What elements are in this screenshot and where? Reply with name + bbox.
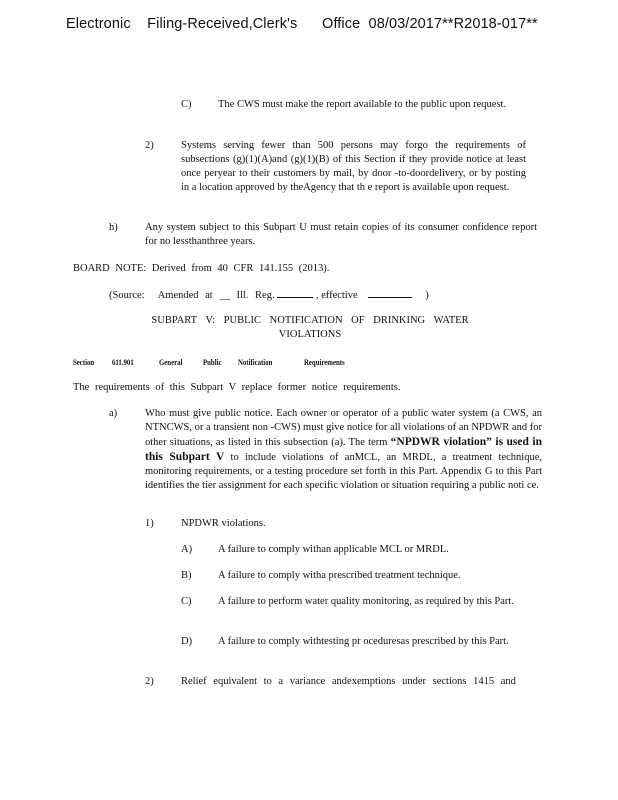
item-2-text: Relief equivalent to a variance andexemptions under sections 1415 and xyxy=(181,676,516,687)
section-word-public: Public xyxy=(203,358,222,367)
item-c-text: The CWS must make the report available to the public upon request. xyxy=(218,99,507,110)
item-a-text xyxy=(145,407,542,493)
item-a-text-2: to include violations of anMCL, an MRDL, a treatment technique, monitoring requirements, or a testing procedure set forth in this Part. Appendix G to this Part identifies the tier assignment for each specific violation or situation requiring a public noti ce. xyxy=(145,452,542,491)
section-word-notification: Notification xyxy=(238,358,273,367)
item-h-label: h) xyxy=(109,222,118,233)
sub-item-c-text: A failure to perform water quality monitoring, as required by this Part. xyxy=(218,596,514,607)
section-label: Section xyxy=(73,358,95,367)
sub-item-a-label: A) xyxy=(181,544,193,555)
item-a-bold-definition: “NPDWR violation” is used in this Subpart V xyxy=(145,436,542,463)
sub-item-b-label: B) xyxy=(181,570,192,581)
item-2-label: 2) xyxy=(145,676,154,687)
item-2-small-text: Systems serving fewer than 500 persons may forgo the requirements of subsections (g)(1)(A)and (g)(1)(B) of this Section if they provide notice at least once peryear to their customers by mail, by door -to-doordelivery, or by posting in a location approved by theAgency that th e report is available upon request. xyxy=(181,140,526,193)
board-note: BOARD NOTE: Derived from 40 CFR 141.155 (2013). xyxy=(73,263,330,274)
item-a-label: a) xyxy=(109,408,118,419)
sub-item-d-text: A failure to comply withtesting pr oceduresas prescribed by this Part. xyxy=(218,636,509,647)
item-h-text: Any system subject to this Subpart U must retain copies of its consumer confidence report for no lessthanthree years. xyxy=(145,222,537,247)
item-1-text: NPDWR violations. xyxy=(181,518,266,529)
item-1-label: 1) xyxy=(145,518,154,529)
source-prefix: (Source: xyxy=(109,290,145,301)
source-effective: , effective xyxy=(315,290,358,301)
sub-item-d-label: D) xyxy=(181,636,193,647)
source-close: ) xyxy=(425,290,429,301)
sub-item-b-text: A failure to comply witha prescribed treatment technique. xyxy=(218,570,461,581)
sub-item-a-text: A failure to comply withan applicable MCL or MRDL. xyxy=(218,544,449,555)
section-number: 611.901 xyxy=(112,358,134,367)
volume-blank xyxy=(277,287,313,298)
subpart-title-line2: VIOLATIONS xyxy=(278,329,342,340)
intro-paragraph: The requirements of this Subpart V replace former notice requirements. xyxy=(73,382,401,393)
item-a-text-1: Who must give public notice. Each owner or operator of a public water system (a CWS, an NTNCWS, or a transient non -CWS) must give notice for all violations of an NPDWR and for other situations, as listed in this subsection (a). The term xyxy=(145,408,542,448)
sub-item-c-label: C) xyxy=(181,596,192,607)
section-word-general: General xyxy=(159,358,183,367)
filing-header: Electronic Filing-Received,Clerk's Office 08/03/2017**R2018-017** xyxy=(66,16,538,32)
subpart-title-line1: SUBPART V: PUBLIC NOTIFICATION OF DRINKING WATER xyxy=(151,315,469,326)
item-c-label: C) xyxy=(181,99,192,110)
date-blank xyxy=(368,287,412,298)
source-line xyxy=(109,287,429,303)
source-amended: Amended at __ Ill. Reg. xyxy=(157,290,275,301)
section-word-requirements: Requirements xyxy=(304,358,345,367)
item-2-small-label: 2) xyxy=(145,140,154,151)
